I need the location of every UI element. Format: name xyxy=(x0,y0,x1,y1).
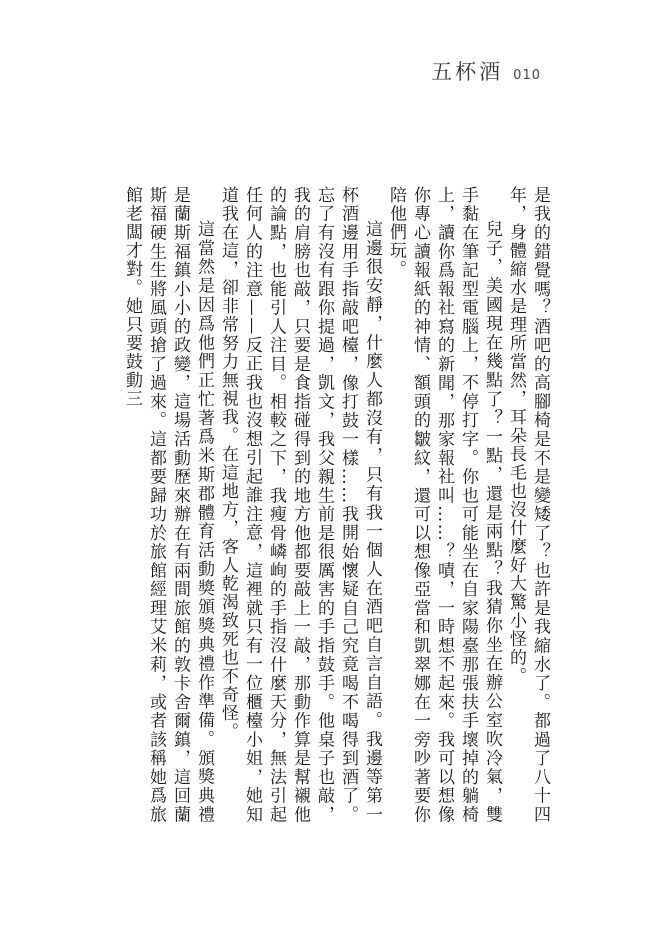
book-title: 五杯酒 xyxy=(431,60,504,84)
paragraph-1: 是我的錯覺嗎？酒吧的高腳椅是不是變矮了？也許是我縮水了。都過了八十四年，身體縮水是理所當然，耳朵長毛也沒什麼好大驚小怪的。 xyxy=(506,186,550,824)
paragraph-3: 這邊很安靜，什麼人都沒有，只有我一個人在酒吧自言自語。我邊等第一杯酒邊用手指敲吧檯，像打鼓一樣……我開始懷疑自己究竟喝不喝得到酒了。忘了有沒有跟你提過，凱文，我父親生前是很厲害的手指鼓手。他桌子也敲，我的肩膀也敲，只要是食指碰得到的地方他都要敲上一敲，那動作算是幫襯他的論點，也能引人注目。相較之下，我瘦骨嶙峋的手指沒什麼天分，無法引起任何人的注意——反正我也沒想引起誰注意，這裡就只有一位櫃檯小姐，她知道我在這，卻非常努力無視我。在這地方，客人乾渴致死也不奇怪。 xyxy=(218,186,382,824)
page-number: 010 xyxy=(513,68,541,83)
body-text xyxy=(110,186,552,824)
paragraph-2: 兒子，美國現在幾點了？一點，還是兩點？我猜你坐在辦公室吹冷氣，雙手黏在筆記型電腦上，不停打字。你也可能坐在自家陽臺那張扶手壞掉的躺椅上，讀你爲報社寫的新聞，那家報社叫……？嘖，一時想不起來。我可以想像你專心讀報紙的神情、額頭的皺紋，還可以想像亞當和凱翠娜在一旁吵著要你陪他們玩。 xyxy=(386,186,502,824)
paragraph-4: 這當然是因爲他們正忙著爲米斯郡體育活動獎頒獎典禮作準備。頒獎典禮是蘭斯福鎮小小的政變，這場活動歷來辦在有兩間旅館的敦卡舍爾鎮，這回蘭斯福硬生生將風頭搶了過來。這都要歸功於旅館經理艾米莉，或者該稱她爲旅館老闆才對。她只要鼓動三 xyxy=(122,186,214,824)
running-header xyxy=(431,56,541,86)
